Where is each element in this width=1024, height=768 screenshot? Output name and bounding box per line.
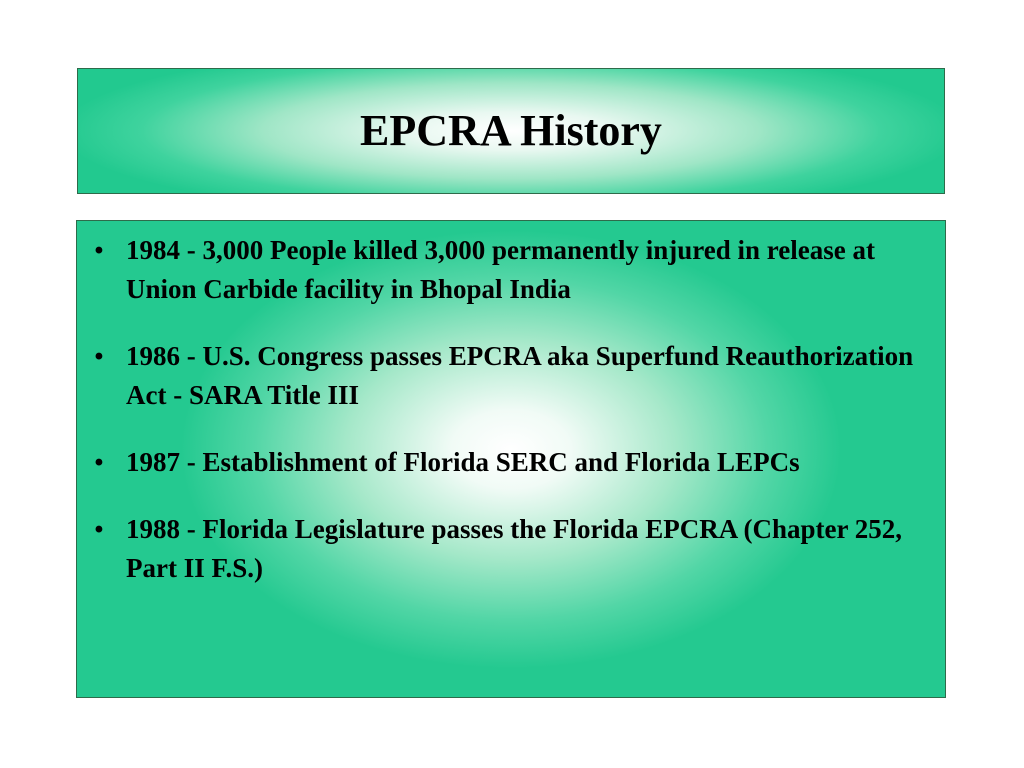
slide-title: EPCRA History [360, 105, 662, 155]
bullet-text: 1984 - 3,000 People killed 3,000 permanently injured in release at Union Carbide facility in Bhopal India [126, 235, 875, 304]
bullet-list [77, 231, 945, 616]
bullet-text: 1986 - U.S. Congress passes EPCRA aka Superfund Reauthorization Act - SARA Title III [126, 341, 914, 410]
bullet-item [77, 510, 945, 588]
bullet-text: 1988 - Florida Legislature passes the Florida EPCRA (Chapter 252, Part II F.S.) [126, 514, 902, 583]
bullet-item [77, 337, 945, 415]
bullet-icon: • [94, 237, 104, 264]
content-box [76, 220, 946, 698]
bullet-icon: • [94, 516, 104, 543]
title-box [77, 68, 945, 194]
bullet-item [77, 231, 945, 309]
bullet-text: 1987 - Establishment of Florida SERC and Florida LEPCs [126, 447, 800, 477]
bullet-icon: • [94, 343, 104, 370]
bullet-item [77, 443, 945, 482]
bullet-icon: • [94, 449, 104, 476]
